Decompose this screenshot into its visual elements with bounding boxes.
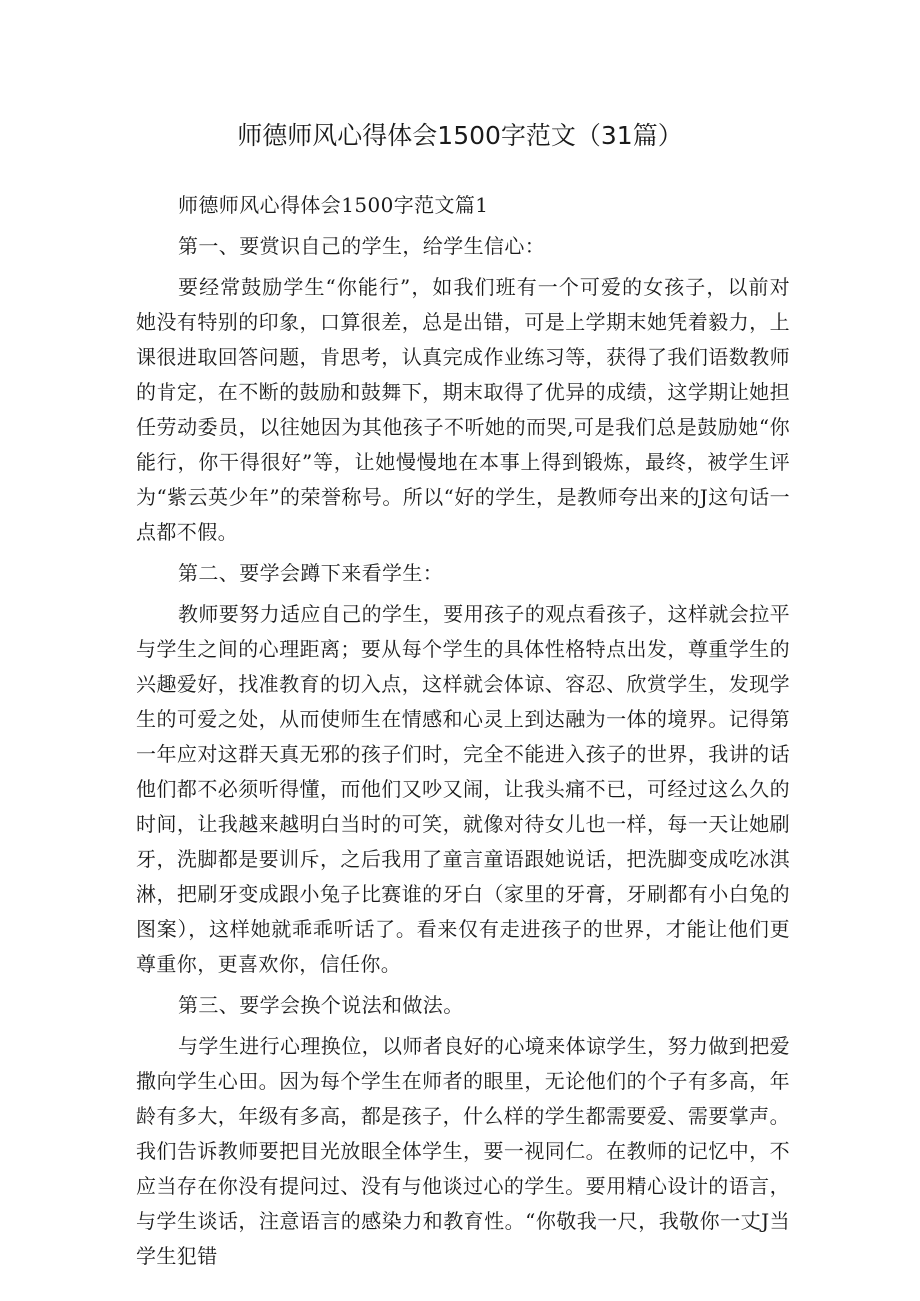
paragraph-heading-2: 第二、要学会蹲下来看学生：	[178, 561, 444, 585]
document-title: 师德师风心得体会1500字范文（31篇）	[237, 121, 683, 150]
paragraph-heading-3: 第三、要学会换个说法和做法。	[178, 993, 464, 1017]
paragraph: 与学生进行心理换位，以师者良好的心境来体谅学生，努力做到把爱撒向学生心田。因为每个学生在师者的眼里，无论他们的个子有多高，年龄有多大，年级有多高，都是孩子，什么样的学生都需要爱、需要掌声。我们告诉教师要把目光放眼全体学生，要一视同仁。在教师的记忆中，不应当存在你没有提问过、没有与他谈过心的学生。要用精心设计的语言，与学生谈话，注意语言的感染力和教育性。“你敬我一尺，我敬你一丈J当学生犯错	[136, 1034, 790, 1268]
paragraph: 要经常鼓励学生“你能行”，如我们班有一个可爱的女孩子，以前对她没有特别的印象，口算很差，总是出错，可是上学期末她凭着毅力，上课很进取回答问题，肯思考，认真完成作业练习等，获得了我们语数教师的肯定，在不断的鼓励和鼓舞下，期末取得了优异的成绩，这学期让她担任劳动委员，以往她因为其他孩子不听她的而哭,可是我们总是鼓励她“你能行，你干得很好”等，让她慢慢地在本事上得到锻炼，最终，被学生评为“紫云英少年”的荣誉称号。所以“好的学生，是教师夸出来的J这句话一点都不假。	[136, 275, 790, 544]
document-body	[136, 188, 790, 1280]
paragraph: 教师要努力适应自己的学生，要用孩子的观点看孩子，这样就会拉平与学生之间的心理距离；要从每个学生的具体性格特点出发，尊重学生的兴趣爱好，找准教育的切入点，这样就会体谅、容忍、欣赏学生，发现学生的可爱之处，从而使师生在情感和心灵上到达融为一体的境界。记得第一年应对这群天真无邪的孩子们时，完全不能进入孩子的世界，我讲的话他们都不必须听得懂，而他们又吵又闹，让我头痛不已，可经过这么久的时间，让我越来越明白当时的可笑，就像对待女儿也一样，每一天让她刷牙，洗脚都是要训斥，之后我用了童言童语跟她说话，把洗脚变成吃冰淇淋，把刷牙变成跟小兔子比赛谁的牙白（家里的牙膏，牙刷都有小白兔的图案），这样她就乖乖听话了。看来仅有走进孩子的世界，才能让他们更尊重你，更喜欢你，信任你。	[136, 602, 790, 976]
section-heading: 师德师风心得体会1500字范文篇1	[178, 193, 489, 217]
paragraph-heading-1: 第一、要赏识自己的学生，给学生信心：	[178, 234, 546, 258]
